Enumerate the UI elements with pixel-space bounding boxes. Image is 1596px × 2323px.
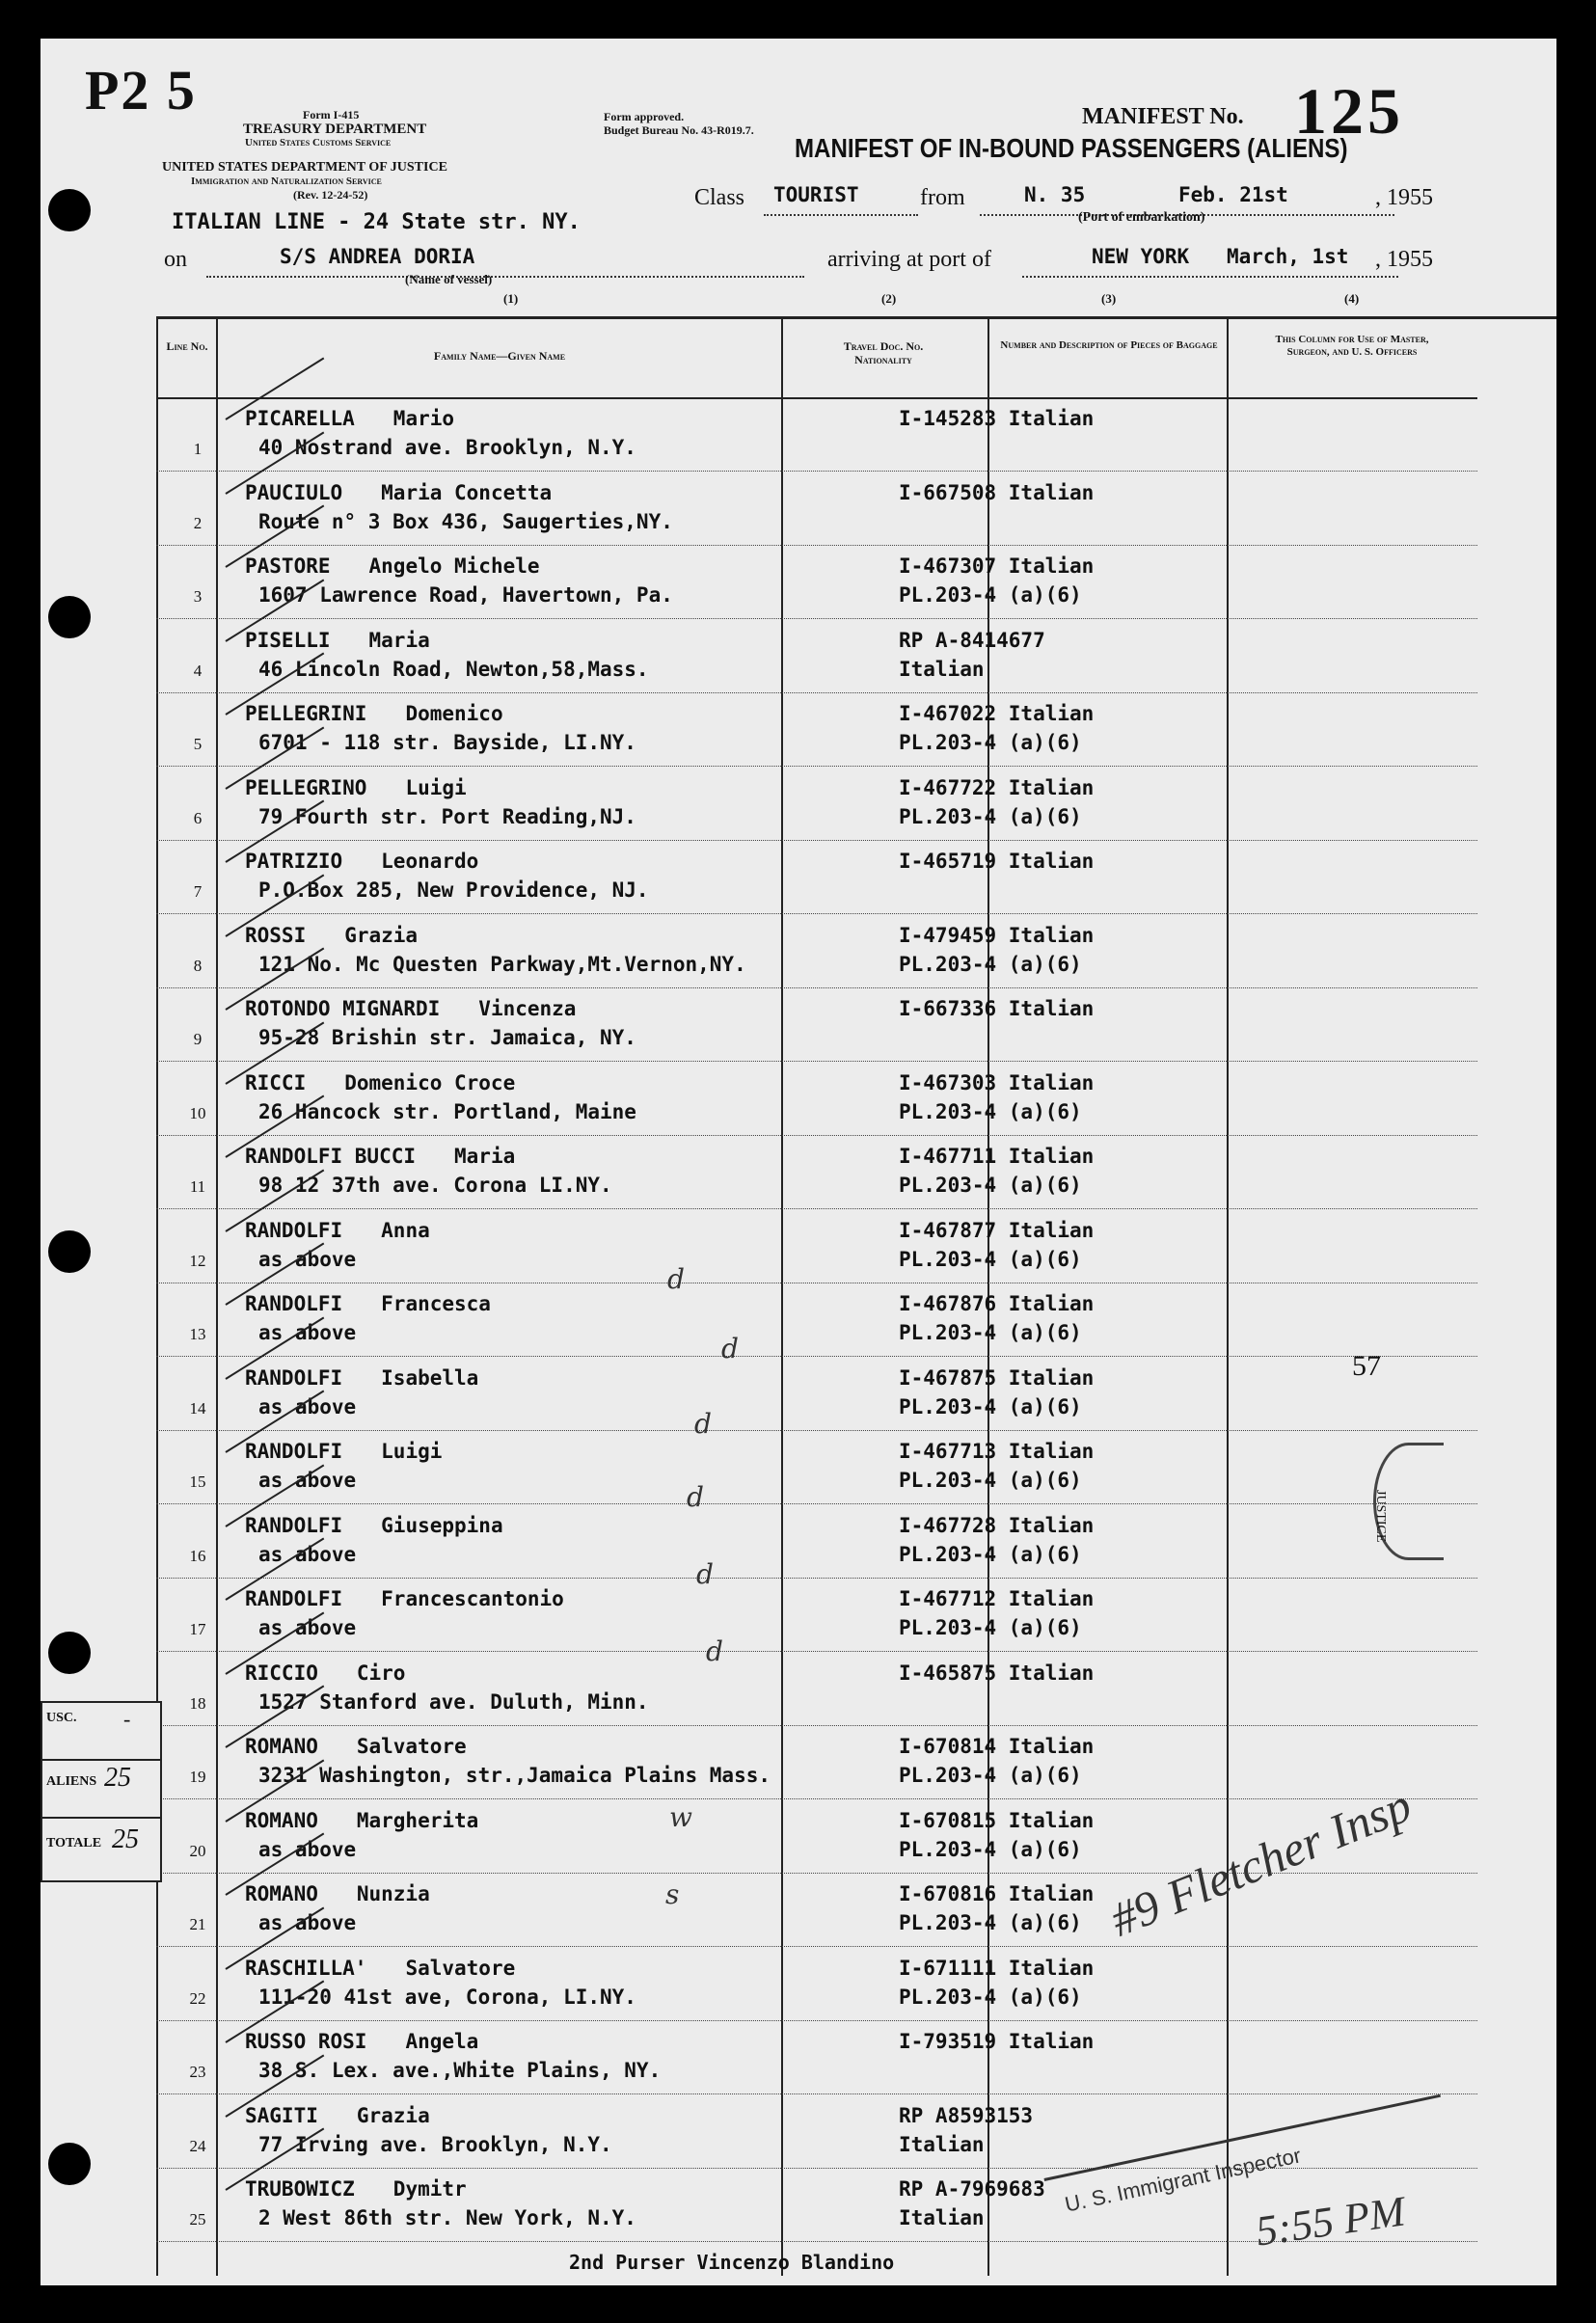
given-name: Vincenza [478, 997, 577, 1020]
row-divider [156, 913, 1477, 914]
row-divider [156, 1946, 1477, 1947]
line-number: 9 [193, 1030, 203, 1048]
family-name: ROTONDO MIGNARDI [245, 997, 441, 1020]
punch-hole [48, 1632, 91, 1674]
line-number: 20 [189, 1841, 206, 1860]
travel-doc-line2: PL.203-4 (a)(6) [899, 731, 1082, 754]
row-divider [156, 840, 1477, 841]
tally-usc-value: - [123, 1707, 131, 1731]
given-name: Salvatore [356, 1735, 467, 1758]
travel-doc: I-467303 Italian [899, 1070, 1095, 1094]
row-divider [156, 545, 1477, 546]
travel-doc-line2: PL.203-4 (a)(6) [899, 1247, 1082, 1271]
table-row [156, 696, 1477, 770]
passenger-name [245, 1219, 430, 1242]
row-divider [156, 766, 1477, 767]
given-name: Francesca [381, 1292, 491, 1315]
passenger-address: 1527 Stanford ave. Duluth, Minn. [258, 1689, 649, 1714]
passenger-name [245, 1440, 442, 1463]
given-name: Dymitr [392, 2177, 467, 2201]
from-label: from [920, 185, 965, 210]
table-row [156, 1361, 1477, 1434]
travel-doc: I-467877 Italian [899, 1218, 1095, 1242]
row-divider [156, 1135, 1477, 1136]
travel-doc-line2: Italian [899, 657, 985, 681]
arrival-date: March, 1st [1227, 245, 1349, 268]
vessel-caption: (Name of vessel) [405, 272, 493, 286]
passenger-address: 79 Fourth str. Port Reading,NJ. [258, 804, 636, 828]
travel-doc: I-467711 Italian [899, 1145, 1095, 1168]
line-number: 13 [189, 1325, 206, 1343]
passenger-name [245, 481, 552, 504]
passenger-name [245, 2104, 430, 2127]
revision-label: (Rev. 12-24-52) [293, 188, 368, 202]
handwritten-mark: d [694, 1408, 712, 1440]
family-name: ROMANO [245, 1808, 318, 1832]
family-name: RASCHILLA' [245, 1956, 367, 1980]
passenger-name [245, 2030, 478, 2053]
table-row [156, 1286, 1477, 1360]
passenger-address: as above [258, 1911, 357, 1934]
travel-doc-line2: PL.203-4 (a)(6) [899, 1911, 1082, 1934]
row-divider [156, 1725, 1477, 1726]
family-name: PICARELLA [245, 407, 355, 430]
given-name: Grazia [344, 923, 419, 947]
line-number: 24 [189, 2136, 206, 2155]
table-row [156, 918, 1477, 991]
given-name: Maria Concetta [381, 480, 553, 504]
table-row [156, 844, 1477, 917]
passenger-address: 1607 Lawrence Road, Havertown, Pa. [258, 583, 673, 607]
table-row [156, 1139, 1477, 1212]
line-number: 6 [193, 808, 203, 827]
travel-doc-line2: PL.203-4 (a)(6) [899, 1837, 1082, 1861]
line-number: 8 [193, 956, 203, 975]
passenger-name [245, 850, 478, 873]
passenger-name [245, 1292, 491, 1315]
given-name: Maria [368, 628, 430, 652]
travel-doc: I-467307 Italian [899, 554, 1095, 578]
passenger-name [245, 1735, 467, 1758]
row-divider [156, 1061, 1477, 1062]
shipping-line: ITALIAN LINE - 24 State str. NY. [172, 210, 581, 234]
embark-caption: (Port of embarkation) [1078, 210, 1205, 225]
line-number: 3 [193, 587, 203, 606]
family-name: RICCIO [245, 1661, 318, 1685]
travel-doc: I-670815 Italian [899, 1808, 1095, 1832]
travel-doc: I-467876 Italian [899, 1292, 1095, 1315]
manifest-number: 125 [1294, 74, 1404, 148]
given-name: Domenico [405, 702, 503, 725]
col-header-name: Family Name—Given Name [433, 349, 566, 363]
passenger-address: 2 West 86th str. New York, N.Y. [258, 2206, 636, 2229]
given-name: Giuseppina [381, 1513, 503, 1537]
handwritten-mark: d [667, 1263, 685, 1295]
row-divider [156, 2020, 1477, 2021]
punch-hole [48, 2143, 91, 2185]
given-name: Maria [454, 1145, 516, 1168]
travel-doc-line2: PL.203-4 (a)(6) [899, 1099, 1082, 1123]
arrival-year: , 1955 [1375, 247, 1433, 272]
given-name: Ciro [356, 1661, 406, 1685]
travel-doc: I-467713 Italian [899, 1440, 1095, 1463]
passenger-address: as above [258, 1394, 357, 1418]
family-name: PELLEGRINI [245, 702, 367, 725]
passenger-rows [156, 401, 1477, 2272]
manifest-page [41, 39, 1556, 2285]
family-name: RANDOLFI [245, 1365, 343, 1390]
passenger-name [245, 2177, 467, 2201]
class-label: Class [694, 185, 745, 210]
justice-stamp: JUSTICE [1373, 1443, 1444, 1560]
line-number: 22 [189, 1988, 206, 2008]
travel-doc: I-670816 Italian [899, 1882, 1095, 1905]
table-row [156, 623, 1477, 696]
line-number: 7 [193, 882, 203, 901]
table-row [156, 991, 1477, 1065]
family-name: ROMANO [245, 1735, 318, 1758]
manifest-no-label: MANIFEST No. [1082, 104, 1244, 129]
passenger-name [245, 407, 454, 430]
given-name: Francescantonio [381, 1587, 564, 1610]
inspector-label: U. S. Immigrant Inspector [1063, 2143, 1304, 2217]
passenger-name [245, 629, 430, 652]
passenger-name [245, 776, 467, 799]
handwritten-mark: s [665, 1878, 680, 1910]
travel-doc-line2: PL.203-4 (a)(6) [899, 1616, 1082, 1639]
row-divider [156, 1503, 1477, 1504]
travel-doc: I-465719 Italian [899, 850, 1095, 873]
row-divider [156, 692, 1477, 693]
passenger-address: as above [258, 1321, 357, 1344]
col-num-2: (2) [881, 291, 897, 306]
passenger-address: 3231 Washington, str.,Jamaica Plains Mass. [258, 1764, 771, 1787]
given-name: Angela [405, 2030, 479, 2053]
col-header-officers: This Column for Use of Master, Surgeon, and U. S. Officers [1275, 334, 1429, 358]
table-row [156, 401, 1477, 474]
line-number: 11 [189, 1177, 206, 1196]
travel-doc-line2: PL.203-4 (a)(6) [899, 1394, 1082, 1418]
row-divider [156, 1651, 1477, 1652]
given-name: Anna [381, 1218, 430, 1242]
travel-doc: I-467712 Italian [899, 1587, 1095, 1610]
embark-year: , 1955 [1375, 185, 1433, 210]
travel-doc-line2: PL.203-4 (a)(6) [899, 804, 1082, 828]
customs-label: United States Customs Service [245, 137, 392, 149]
passenger-name [245, 1366, 478, 1390]
table-row [156, 1434, 1477, 1507]
row-divider [156, 1578, 1477, 1579]
family-name: PATRIZIO [245, 850, 343, 873]
passenger-address: P.O.Box 285, New Providence, NJ. [258, 878, 649, 902]
tally-total-value: 25 [112, 1824, 139, 1854]
line-number: 4 [193, 661, 203, 680]
given-name: Isabella [381, 1365, 479, 1390]
passenger-address: as above [258, 1542, 357, 1566]
family-name: RUSSO ROSI [245, 2030, 367, 2053]
arriving-label: arriving at port of [827, 247, 991, 272]
line-number: 14 [189, 1398, 206, 1418]
given-name: Angelo Michele [368, 554, 540, 578]
form-number: Form I-415 [303, 108, 360, 122]
line-number: 18 [189, 1693, 206, 1713]
travel-doc-line2: PL.203-4 (a)(6) [899, 583, 1082, 607]
passenger-address: 77 Irving ave. Brooklyn, N.Y. [258, 2132, 612, 2156]
line-number: 2 [193, 513, 203, 532]
line-number: 23 [189, 2063, 206, 2081]
col-num-1: (1) [503, 291, 519, 306]
travel-doc: RP A-7969683 [899, 2177, 1045, 2201]
travel-doc: I-793519 Italian [899, 2030, 1095, 2053]
passenger-name [245, 1957, 515, 1980]
row-divider [156, 1208, 1477, 1209]
line-number: 1 [193, 440, 203, 458]
punch-hole [48, 596, 91, 638]
embark-date: Feb. 21st [1178, 183, 1288, 206]
tally-usc-label: USC. [46, 1711, 77, 1725]
line-number: 16 [189, 1546, 206, 1565]
row-divider [156, 987, 1477, 988]
line-number: 25 [189, 2210, 206, 2228]
passenger-address: Route n° 3 Box 436, Saugerties,NY. [258, 509, 673, 533]
table-row [156, 1066, 1477, 1139]
family-name: RANDOLFI [245, 1292, 343, 1315]
travel-doc: RP A-8414677 [899, 628, 1045, 652]
travel-doc-line2: Italian [899, 2206, 985, 2229]
travel-doc: I-670814 Italian [899, 1735, 1095, 1758]
travel-doc-line2: PL.203-4 (a)(6) [899, 1764, 1082, 1787]
count-annotation: 57 [1352, 1350, 1381, 1382]
passenger-address: as above [258, 1469, 357, 1492]
side-tally [41, 1701, 162, 1882]
travel-doc: I-467022 Italian [899, 702, 1095, 725]
row-divider [156, 618, 1477, 619]
punch-hole [48, 189, 91, 231]
page-stamp: P2 5 [85, 59, 197, 122]
budget-bureau: Budget Bureau No. 43-R019.7. [604, 123, 754, 137]
travel-doc-line2: PL.203-4 (a)(6) [899, 1321, 1082, 1344]
line-number: 21 [189, 1915, 206, 1933]
treasury-label: TREASURY DEPARTMENT [243, 122, 427, 137]
family-name: RANDOLFI [245, 1513, 343, 1537]
arrival-port: NEW YORK [1092, 245, 1190, 268]
family-name: SAGITI [245, 2103, 318, 2127]
passenger-name [245, 1809, 478, 1832]
family-name: PASTORE [245, 554, 331, 578]
table-row [156, 1656, 1477, 1729]
on-label: on [164, 247, 187, 272]
table-row [156, 549, 1477, 622]
table-row [156, 475, 1477, 549]
table-row [156, 1213, 1477, 1286]
passenger-name [245, 702, 503, 725]
passenger-address: 46 Lincoln Road, Newton,58,Mass. [258, 657, 649, 681]
given-name: Salvatore [405, 1956, 516, 1980]
given-name: Luigi [381, 1440, 443, 1463]
line-number: 10 [189, 1103, 206, 1122]
punch-hole [48, 1230, 91, 1273]
travel-doc: I-145283 Italian [899, 407, 1095, 430]
passenger-address: 121 No. Mc Questen Parkway,Mt.Vernon,NY. [258, 952, 746, 976]
travel-doc: I-465875 Italian [899, 1661, 1095, 1685]
doj-label: UNITED STATES DEPARTMENT OF JUSTICE [162, 160, 447, 175]
passenger-address: as above [258, 1837, 357, 1861]
passenger-name [245, 924, 418, 947]
passenger-name [245, 1145, 515, 1168]
ins-label: Immigration and Naturalization Service [191, 176, 382, 187]
family-name: PAUCIULO [245, 480, 343, 504]
family-name: ROSSI [245, 923, 307, 947]
table-row [156, 1951, 1477, 2024]
passenger-address: 26 Hancock str. Portland, Maine [258, 1099, 636, 1123]
from-value: N. 35 [1024, 183, 1086, 206]
travel-doc-line2: PL.203-4 (a)(6) [899, 1985, 1082, 2009]
given-name: Domenico Croce [344, 1070, 516, 1094]
passenger-address: 111-20 41st ave, Corona, LI.NY. [258, 1985, 636, 2009]
col-header-travel-doc: Travel Doc. No. Nationality [843, 339, 924, 366]
passenger-address: 40 Nostrand ave. Brooklyn, N.Y. [258, 436, 636, 459]
passenger-address: 38 S. Lex. ave.,White Plains, NY. [258, 2059, 662, 2082]
family-name: RICCI [245, 1070, 307, 1094]
tally-aliens-value: 25 [104, 1763, 131, 1793]
travel-doc-line2: PL.203-4 (a)(6) [899, 1542, 1082, 1566]
table-row [156, 770, 1477, 844]
manifest-table [156, 316, 1556, 2276]
handwritten-mark: w [669, 1801, 692, 1833]
form-approved: Form approved. [604, 110, 685, 123]
family-name: RANDOLFI BUCCI [245, 1145, 417, 1168]
passenger-name [245, 1661, 405, 1685]
table-row [156, 1508, 1477, 1581]
handwritten-mark: d [696, 1558, 714, 1590]
given-name: Grazia [356, 2103, 430, 2127]
passenger-address: as above [258, 1247, 357, 1271]
passenger-name [245, 1071, 515, 1094]
passenger-address: 95-28 Brishin str. Jamaica, NY. [258, 1026, 636, 1049]
row-divider [156, 1430, 1477, 1431]
footer-purser: 2nd Purser Vincenzo Blandino [569, 2251, 895, 2274]
travel-doc: RP A8593153 [899, 2103, 1034, 2127]
table-row [156, 1581, 1477, 1655]
line-number: 15 [189, 1472, 206, 1491]
col-header-baggage: Number and Description of Pieces of Baggage [1000, 339, 1218, 351]
travel-doc: I-479459 Italian [899, 923, 1095, 947]
passenger-name [245, 1514, 503, 1537]
travel-doc: I-467728 Italian [899, 1513, 1095, 1537]
travel-doc: I-467875 Italian [899, 1365, 1095, 1390]
handwritten-mark: d [721, 1333, 739, 1364]
passenger-address: 98 12 37th ave. Corona LI.NY. [258, 1174, 612, 1197]
handwritten-mark: d [687, 1481, 704, 1513]
family-name: RANDOLFI [245, 1587, 343, 1610]
given-name: Mario [392, 407, 455, 430]
passenger-name [245, 554, 540, 578]
tally-total-label: TOTALE [46, 1836, 102, 1850]
vessel-name: S/S ANDREA DORIA [280, 245, 475, 268]
row-divider [156, 471, 1477, 472]
passenger-name [245, 1587, 564, 1610]
passenger-address: as above [258, 1616, 357, 1639]
family-name: PELLEGRINO [245, 775, 367, 799]
travel-doc: I-667508 Italian [899, 480, 1095, 504]
table-row [156, 1729, 1477, 1802]
passenger-address: 6701 - 118 str. Bayside, LI.NY. [258, 731, 636, 754]
line-number: 19 [189, 1768, 206, 1786]
class-value: TOURIST [773, 183, 859, 206]
travel-doc-line2: PL.203-4 (a)(6) [899, 1469, 1082, 1492]
family-name: RANDOLFI [245, 1440, 343, 1463]
line-number: 12 [189, 1251, 206, 1270]
passenger-name [245, 1882, 430, 1905]
family-name: PISELLI [245, 628, 331, 652]
time-note: 5:55 PM [1253, 2187, 1408, 2255]
col-num-4: (4) [1344, 291, 1360, 306]
travel-doc: I-467722 Italian [899, 775, 1095, 799]
family-name: TRUBOWICZ [245, 2177, 355, 2201]
line-number: 17 [189, 1620, 206, 1638]
handwritten-mark: d [706, 1635, 723, 1667]
row-divider [156, 1798, 1477, 1799]
col-num-3: (3) [1101, 291, 1117, 306]
inspector-note: #9 Fletcher Insp [1102, 1777, 1419, 1947]
travel-doc-line2: PL.203-4 (a)(6) [899, 1174, 1082, 1197]
travel-doc-line2: PL.203-4 (a)(6) [899, 952, 1082, 976]
row-divider [156, 1356, 1477, 1357]
line-number: 5 [193, 735, 203, 753]
given-name: Nunzia [356, 1882, 430, 1905]
passenger-name [245, 997, 576, 1020]
tally-aliens-label: ALIENS [46, 1774, 97, 1789]
col-header-line-no: Line No. [166, 339, 208, 353]
family-name: ROMANO [245, 1882, 318, 1905]
given-name: Leonardo [381, 850, 479, 873]
manifest-title: MANIFEST OF IN-BOUND PASSENGERS (ALIENS) [795, 133, 1348, 163]
given-name: Luigi [405, 775, 467, 799]
travel-doc-line2: Italian [899, 2132, 985, 2156]
given-name: Margherita [356, 1808, 479, 1832]
travel-doc: I-671111 Italian [899, 1956, 1095, 1980]
family-name: RANDOLFI [245, 1218, 343, 1242]
table-row [156, 1877, 1477, 1950]
travel-doc: I-667336 Italian [899, 997, 1095, 1020]
